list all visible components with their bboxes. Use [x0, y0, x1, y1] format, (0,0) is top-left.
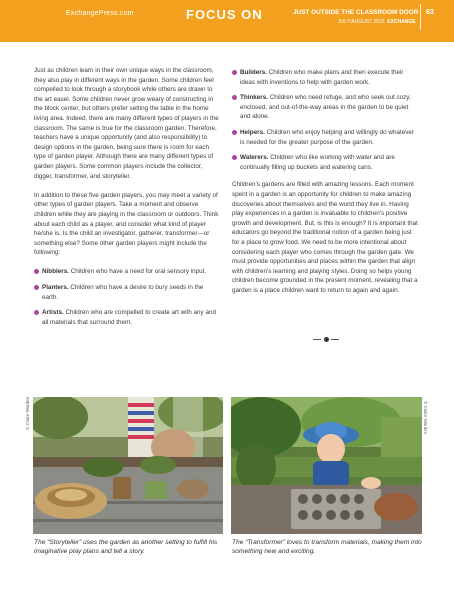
list-term: Helpers.: [240, 128, 265, 136]
issue-date: JULY/AUGUST 2022: [338, 19, 385, 25]
site-name: ExchangePress.com: [66, 10, 134, 17]
magazine-name: EXCHANGE: [387, 19, 416, 25]
left-column: [34, 66, 220, 333]
bullet-dot-icon: [232, 155, 237, 160]
paragraph: In addition to these five garden players, you may meet a variety of other types of garden players. Take a moment and observe children while they are playing in the classroom or outdoors. Think about each child as a player, and consider what kind of player he/she is. Is the child an investigator, gatherer, transformer—or something else? Some other garden players might include the following:: [34, 191, 219, 257]
header-divider: [420, 4, 421, 30]
list-item: [232, 153, 420, 172]
page-header: [0, 0, 454, 42]
bullet-dot-icon: [34, 269, 39, 274]
bullet-dot-icon: [232, 95, 237, 100]
list-item: [232, 128, 420, 147]
list-item: [34, 308, 220, 327]
list-item: [34, 283, 220, 302]
column-title: JUST OUTSIDE THE CLASSROOM DOOR: [293, 9, 419, 16]
bullet-dot-icon: [232, 70, 237, 75]
paragraph: Children’s gardens are filled with amazing lessons. Each moment spent in a garden is an opportunity for children to make amazing discoveries about themselves and the world they live in. Having play experiences in a garden is invaluable to children’s positive growth and development. But, is this is enough? It is important that educators go beyond the traditional notion of a garden being just for a place to grow food. We need to be more intentional about considering each player who comes through the garden gate. We must provide opportunities and places within the garden that align with children’s learning and playing styles. Doing so helps young children become grounded in the present moment, revealing that a garden is a place children want to return to again and again.: [232, 181, 418, 294]
transformer-photo: [231, 397, 422, 534]
list-text: Children who like working with water and are continually filling up buckets and watering cans.: [240, 154, 395, 171]
photo-credit: © Claire Warden: [423, 401, 428, 435]
right-column: [232, 68, 420, 305]
list-term: Thinkers.: [240, 94, 268, 102]
bullet-dot-icon: [232, 130, 237, 135]
list-term: Nibblers.: [42, 268, 69, 276]
bullet-dot-icon: [34, 285, 39, 290]
photo-caption: The “Transformer” loves to transform materials, making them into something new and exciting.: [232, 539, 422, 555]
list-text: Children who enjoy helping and willingly do whatever is needed for the greater purpose of the garden.: [240, 128, 414, 146]
list-term: Waterers.: [240, 154, 269, 162]
paragraph: Just as children learn in their own unique ways in the classroom, they also play in different ways in the garden. Some children feel compelled to look through a storybook while others are drawn to the art easel. Some children never grow weary of constructing in the block center, but others prefer setting the table in the home living area. Indeed, there are many different types of players in the classroom. The same is true for the classroom garden. Therefore, teachers have a unique opportunity (and also responsibility) to design options in the garden, being sure there is room for each type of garden player. Although there are many different types of garden players. Some common players include the collector, digger, transformer, and storyteller.: [34, 67, 219, 180]
list-text: Children who are compelled to create art with any and all materials that surround them.: [42, 309, 216, 326]
list-item: [232, 68, 420, 87]
list-term: Planters.: [42, 284, 69, 292]
list-term: Artists.: [42, 309, 64, 317]
issue-line: [338, 19, 416, 25]
list-item: [34, 267, 220, 277]
section-title: FOCUS ON: [186, 7, 263, 22]
photo-caption: The “Storyteller” uses the garden as another setting to fulfill his imaginative play plans and tell a story.: [34, 539, 218, 555]
dot-icon: [324, 337, 329, 342]
photo-credit: © Claire Warden: [25, 396, 30, 430]
end-divider: [313, 336, 339, 342]
list-text: Children who need refuge, and who seek out cozy, enclosed, and out-of-the-way areas in the garden to be quiet and alone.: [240, 94, 411, 121]
page-number: 63: [426, 9, 434, 16]
bullet-dot-icon: [34, 310, 39, 315]
list-term: Builders.: [240, 69, 267, 76]
storyteller-photo: [33, 397, 223, 534]
list-text: Children who have a need for oral sensory input.: [68, 268, 207, 276]
list-item: [232, 93, 420, 122]
list-text: Children who have a desire to bury seeds in the earth.: [42, 284, 204, 301]
list-text: Children who make plans and then execute their ideas with inventions to help with garden work.: [240, 69, 404, 86]
